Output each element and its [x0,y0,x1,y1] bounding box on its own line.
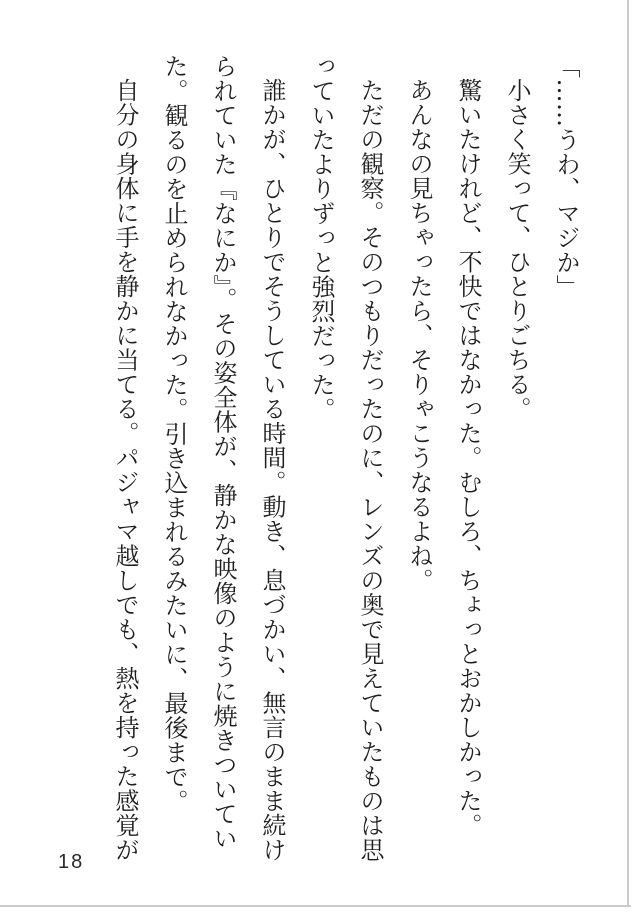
page-edge-bottom [0,905,631,907]
text-line: 誰かが、ひとりでそうしている時間。動き、息づかい、無言のまま続け [258,78,286,862]
page-number: 18 [58,851,85,873]
text-line: 小さく笑って、ひとりごちる。 [503,78,531,421]
text-line: っていたよりずっと強烈だった。 [307,54,335,422]
text-line: あんなの見ちゃったら、そりゃこうなるよね。 [405,78,433,593]
text-block [100,54,590,890]
text-line: た。観るのを止められなかった。引き込まれるみたいに、最後まで。 [160,54,188,814]
text-line: ただの観察。そのつもりだったのに、レンズの奥で見えていたものは思 [356,78,384,862]
text-line: 自分の身体に手を静かに当てる。パジャマ越しでも、熱を持った感覚が [111,78,139,862]
text-line: られていた『なにか』。その姿全体が、静かな映像のように焼きついてい [209,54,237,851]
text-line: 「……うわ、マジか」 [552,54,580,299]
page-edge-right [627,0,629,907]
text-line: 驚いたけれど、不快ではなかった。むしろ、ちょっとおかしかった。 [454,78,482,838]
